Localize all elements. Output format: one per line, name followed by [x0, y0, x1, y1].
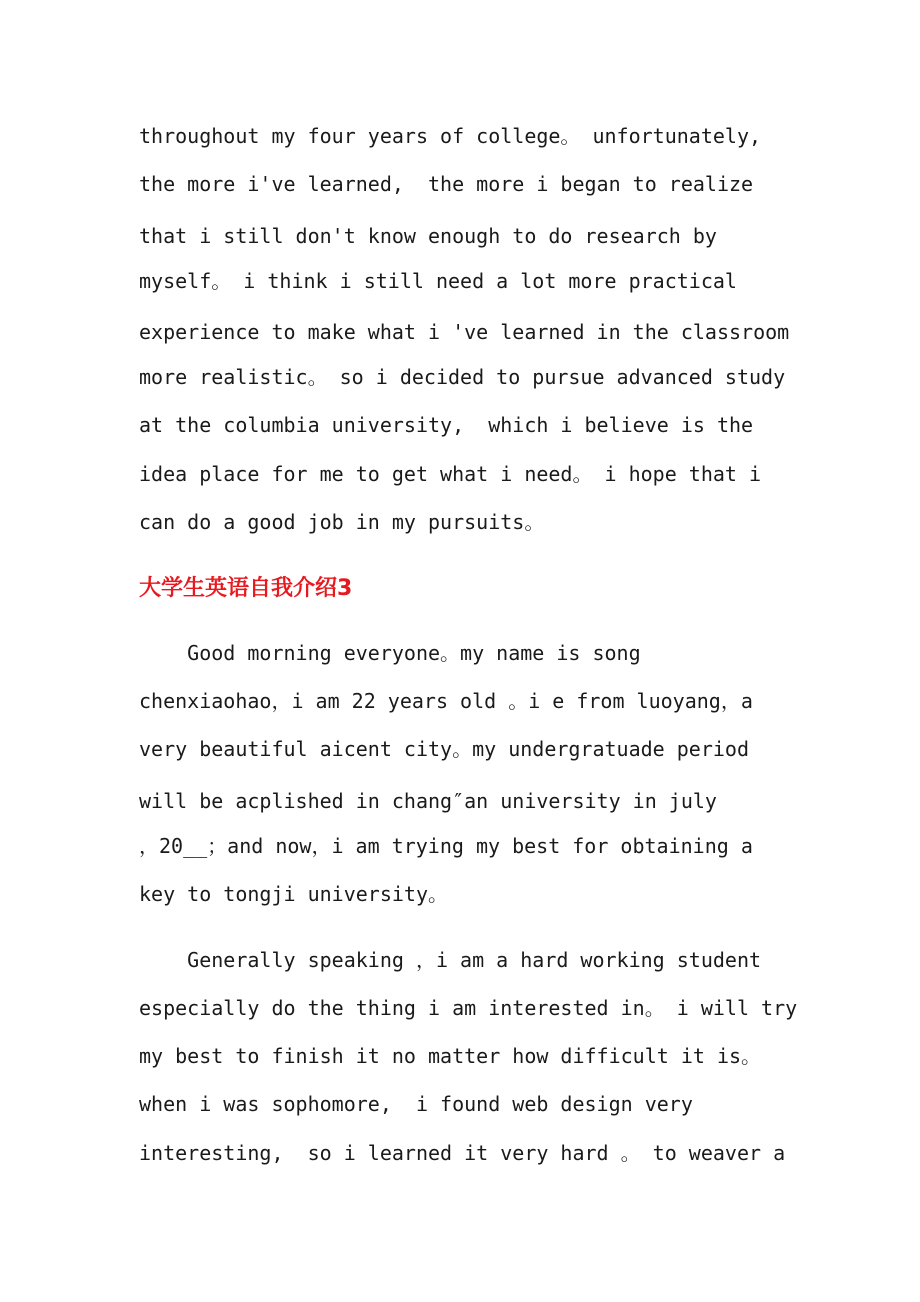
- text-line: very beautiful aicent city。my undergratuade period: [139, 737, 750, 761]
- text-line: idea place for me to get what i need。 i hope that i: [139, 462, 762, 486]
- text-line: myself。 i think i still need a lot more practical: [139, 269, 737, 293]
- text-line: more realistic。 so i decided to pursue advanced study: [139, 365, 786, 389]
- section-heading: 大学生英语自我介绍3: [139, 576, 353, 601]
- text-line: when i was sophomore, i found web design very: [139, 1092, 693, 1116]
- text-line: experience to make what i 've learned in the classroom: [139, 320, 790, 344]
- text-line: the more i've learned, the more i began to realize: [139, 172, 754, 196]
- text-line: throughout my four years of college。 unfortunately,: [139, 124, 762, 148]
- text-line: interesting, so i learned it very hard 。 to weaver a: [139, 1141, 786, 1165]
- text-line: ，20__；and now，i am trying my best for obtaining a: [139, 834, 753, 858]
- text-line: Good morning everyone。my name is song: [139, 641, 641, 665]
- text-line: at the columbia university, which i believe is the: [139, 413, 754, 437]
- text-line: especially do the thing i am interested in。 i will try: [139, 996, 798, 1020]
- text-line: key to tongji university。: [139, 882, 448, 906]
- text-line: that i still don't know enough to do research by: [139, 224, 717, 248]
- text-line: will be acplished in chang″an university in july: [139, 789, 717, 813]
- text-line: can do a good job in my pursuits。: [139, 510, 545, 534]
- text-line: my best to finish it no matter how difficult it is。: [139, 1044, 762, 1068]
- text-line: Generally speaking ，i am a hard working student: [139, 948, 762, 972]
- text-line: chenxiaohao，i am 22 years old 。i e from luoyang，a: [139, 689, 753, 713]
